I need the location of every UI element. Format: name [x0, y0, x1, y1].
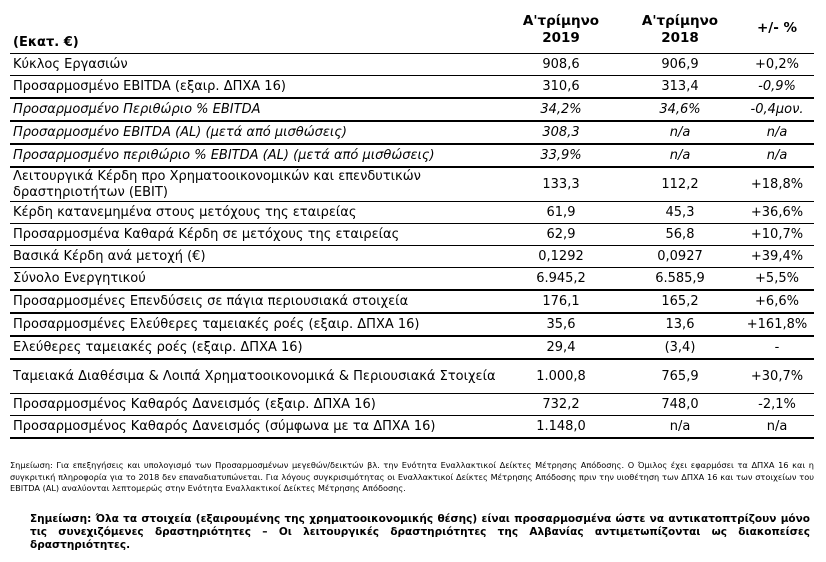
value-change: -0,9% [740, 76, 814, 99]
table-row [10, 268, 814, 291]
value-2018: 165,2 [620, 290, 740, 313]
table-row [10, 224, 814, 246]
value-change: -0,4μον. [740, 98, 814, 121]
value-2018: 748,0 [620, 394, 740, 416]
value-change: +18,8% [740, 167, 814, 202]
value-change: -2,1% [740, 394, 814, 416]
table-row [10, 313, 814, 336]
row-label: Προσαρμοσμένο EBITDA (εξαιρ. ΔΠΧΑ 16) [10, 76, 502, 99]
table-row [10, 202, 814, 224]
table-row [10, 394, 814, 416]
table-row [10, 416, 814, 439]
value-change: - [740, 336, 814, 359]
value-change: +10,7% [740, 224, 814, 246]
column-header-2018-year: 2018 [661, 30, 699, 46]
row-label: Προσαρμοσμένα Καθαρά Κέρδη σε μετόχους της εταιρείας [10, 224, 502, 246]
row-label: Προσαρμοσμένο Περιθώριο % EBITDA [10, 98, 502, 121]
table-row [10, 290, 814, 313]
value-2019: 176,1 [502, 290, 620, 313]
column-header-2019-period: Α'τρίμηνο [522, 13, 600, 29]
value-2018: n/a [620, 121, 740, 144]
row-label: Ταμειακά Διαθέσιμα & Λοιπά Χρηματοοικονομικά & Περιουσιακά Στοιχεία [10, 359, 502, 394]
table-row [10, 144, 814, 167]
table-row [10, 359, 814, 394]
value-2019: 61,9 [502, 202, 620, 224]
value-2019: 1.148,0 [502, 416, 620, 439]
table-row [10, 76, 814, 99]
value-2018: 0,0927 [620, 246, 740, 268]
value-2018: 13,6 [620, 313, 740, 336]
table-row [10, 54, 814, 76]
table-row [10, 246, 814, 268]
value-2018: n/a [620, 416, 740, 439]
value-2018: 56,8 [620, 224, 740, 246]
value-change: n/a [740, 121, 814, 144]
column-header-2019 [502, 13, 620, 47]
value-2019: 34,2% [502, 98, 620, 121]
row-label: Λειτουργικά Κέρδη προ Χρηματοοικονομικών και επενδυτικών δραστηριοτήτων (EBIT) [10, 167, 502, 202]
value-2019: 133,3 [502, 167, 620, 202]
value-2018: n/a [620, 144, 740, 167]
row-label: Προσαρμοσμένος Καθαρός Δανεισμός (σύμφωνα με τα ΔΠΧΑ 16) [10, 416, 502, 439]
value-2019: 308,3 [502, 121, 620, 144]
table-header [10, 10, 814, 54]
value-2019: 33,9% [502, 144, 620, 167]
unit-label: (Εκατ. €) [13, 35, 79, 50]
value-2018: 906,9 [620, 54, 740, 76]
value-2019: 310,6 [502, 76, 620, 99]
table-row [10, 98, 814, 121]
value-2019: 732,2 [502, 394, 620, 416]
value-2018: (3,4) [620, 336, 740, 359]
continuing-operations-note: Σημείωση: Όλα τα στοιχεία (εξαιρουμένης της χρηματοοικονομικής θέσης) είναι προσαρμοσμένα ώστε να αντικατοπτρίζουν μόνο τις συνεχιζόμενες δραστηριότητες – Οι λειτουργικές δραστηριότητες της Αλβανίας αντιμετωπίζονται ως διακοπείσες δραστηριότητες. [30, 513, 810, 551]
row-label: Προσαρμοσμένο περιθώριο % EBITDA (AL) (μετά από μισθώσεις) [10, 144, 502, 167]
value-2018: 112,2 [620, 167, 740, 202]
value-2019: 0,1292 [502, 246, 620, 268]
value-change: +39,4% [740, 246, 814, 268]
value-change: +161,8% [740, 313, 814, 336]
value-change: +5,5% [740, 268, 814, 291]
value-2018: 313,4 [620, 76, 740, 99]
table-row [10, 167, 814, 202]
value-2018: 45,3 [620, 202, 740, 224]
value-2019: 29,4 [502, 336, 620, 359]
value-change: n/a [740, 144, 814, 167]
financial-summary-table [10, 10, 814, 439]
column-header-2019-year: 2019 [542, 30, 580, 46]
table-row [10, 121, 814, 144]
value-2018: 34,6% [620, 98, 740, 121]
row-label: Κέρδη κατανεμημένα στους μετόχους της εταιρείας [10, 202, 502, 224]
row-label: Προσαρμοσμένο EBITDA (AL) (μετά από μισθώσεις) [10, 121, 502, 144]
methodology-note: Σημείωση: Για επεξηγήσεις και υπολογισμό των Προσαρμοσμένων μεγεθών/δεικτών βλ. την Ενότητα Εναλλακτικοί Δείκτες Μέτρησης Απόδοσης. Ο Όμιλος έχει εφαρμόσει τα ΔΠΧΑ 16 και η συγκριτική πληροφορία για το 2018 δεν επαναδιατυπώνεται. Για λόγους συγκρισιμότητας οι Εναλλακτικοί Δείκτες Μέτρησης Απόδοσης πριν την υιοθέτηση των ΔΠΧΑ 16 και των στοιχείων του EBITDA (AL) αναλύονται λεπτομερώς στην Ενότητα Εναλλακτικοί Δείκτες Μέτρησης Απόδοσης. [10, 460, 814, 493]
column-header-2018-period: Α'τρίμηνο [641, 13, 719, 29]
value-2018: 6.585,9 [620, 268, 740, 291]
row-label: Κύκλος Εργασιών [10, 54, 502, 76]
data-table [10, 54, 814, 439]
value-change: n/a [740, 416, 814, 439]
value-2019: 1.000,8 [502, 359, 620, 394]
row-label: Προσαρμοσμένος Καθαρός Δανεισμός (εξαιρ. ΔΠΧΑ 16) [10, 394, 502, 416]
row-label: Βασικά Κέρδη ανά μετοχή (€) [10, 246, 502, 268]
value-2018: 765,9 [620, 359, 740, 394]
column-header-change: +/- % [756, 20, 798, 36]
value-change: +6,6% [740, 290, 814, 313]
table-row [10, 336, 814, 359]
row-label: Σύνολο Ενεργητικού [10, 268, 502, 291]
value-2019: 62,9 [502, 224, 620, 246]
value-2019: 908,6 [502, 54, 620, 76]
value-change: +0,2% [740, 54, 814, 76]
value-change: +36,6% [740, 202, 814, 224]
row-label: Ελεύθερες ταμειακές ροές (εξαιρ. ΔΠΧΑ 16) [10, 336, 502, 359]
row-label: Προσαρμοσμένες Ελεύθερες ταμειακές ροές (εξαιρ. ΔΠΧΑ 16) [10, 313, 502, 336]
row-label: Προσαρμοσμένες Επενδύσεις σε πάγια περιουσιακά στοιχεία [10, 290, 502, 313]
value-2019: 6.945,2 [502, 268, 620, 291]
value-2019: 35,6 [502, 313, 620, 336]
column-header-2018 [620, 13, 740, 47]
value-change: +30,7% [740, 359, 814, 394]
